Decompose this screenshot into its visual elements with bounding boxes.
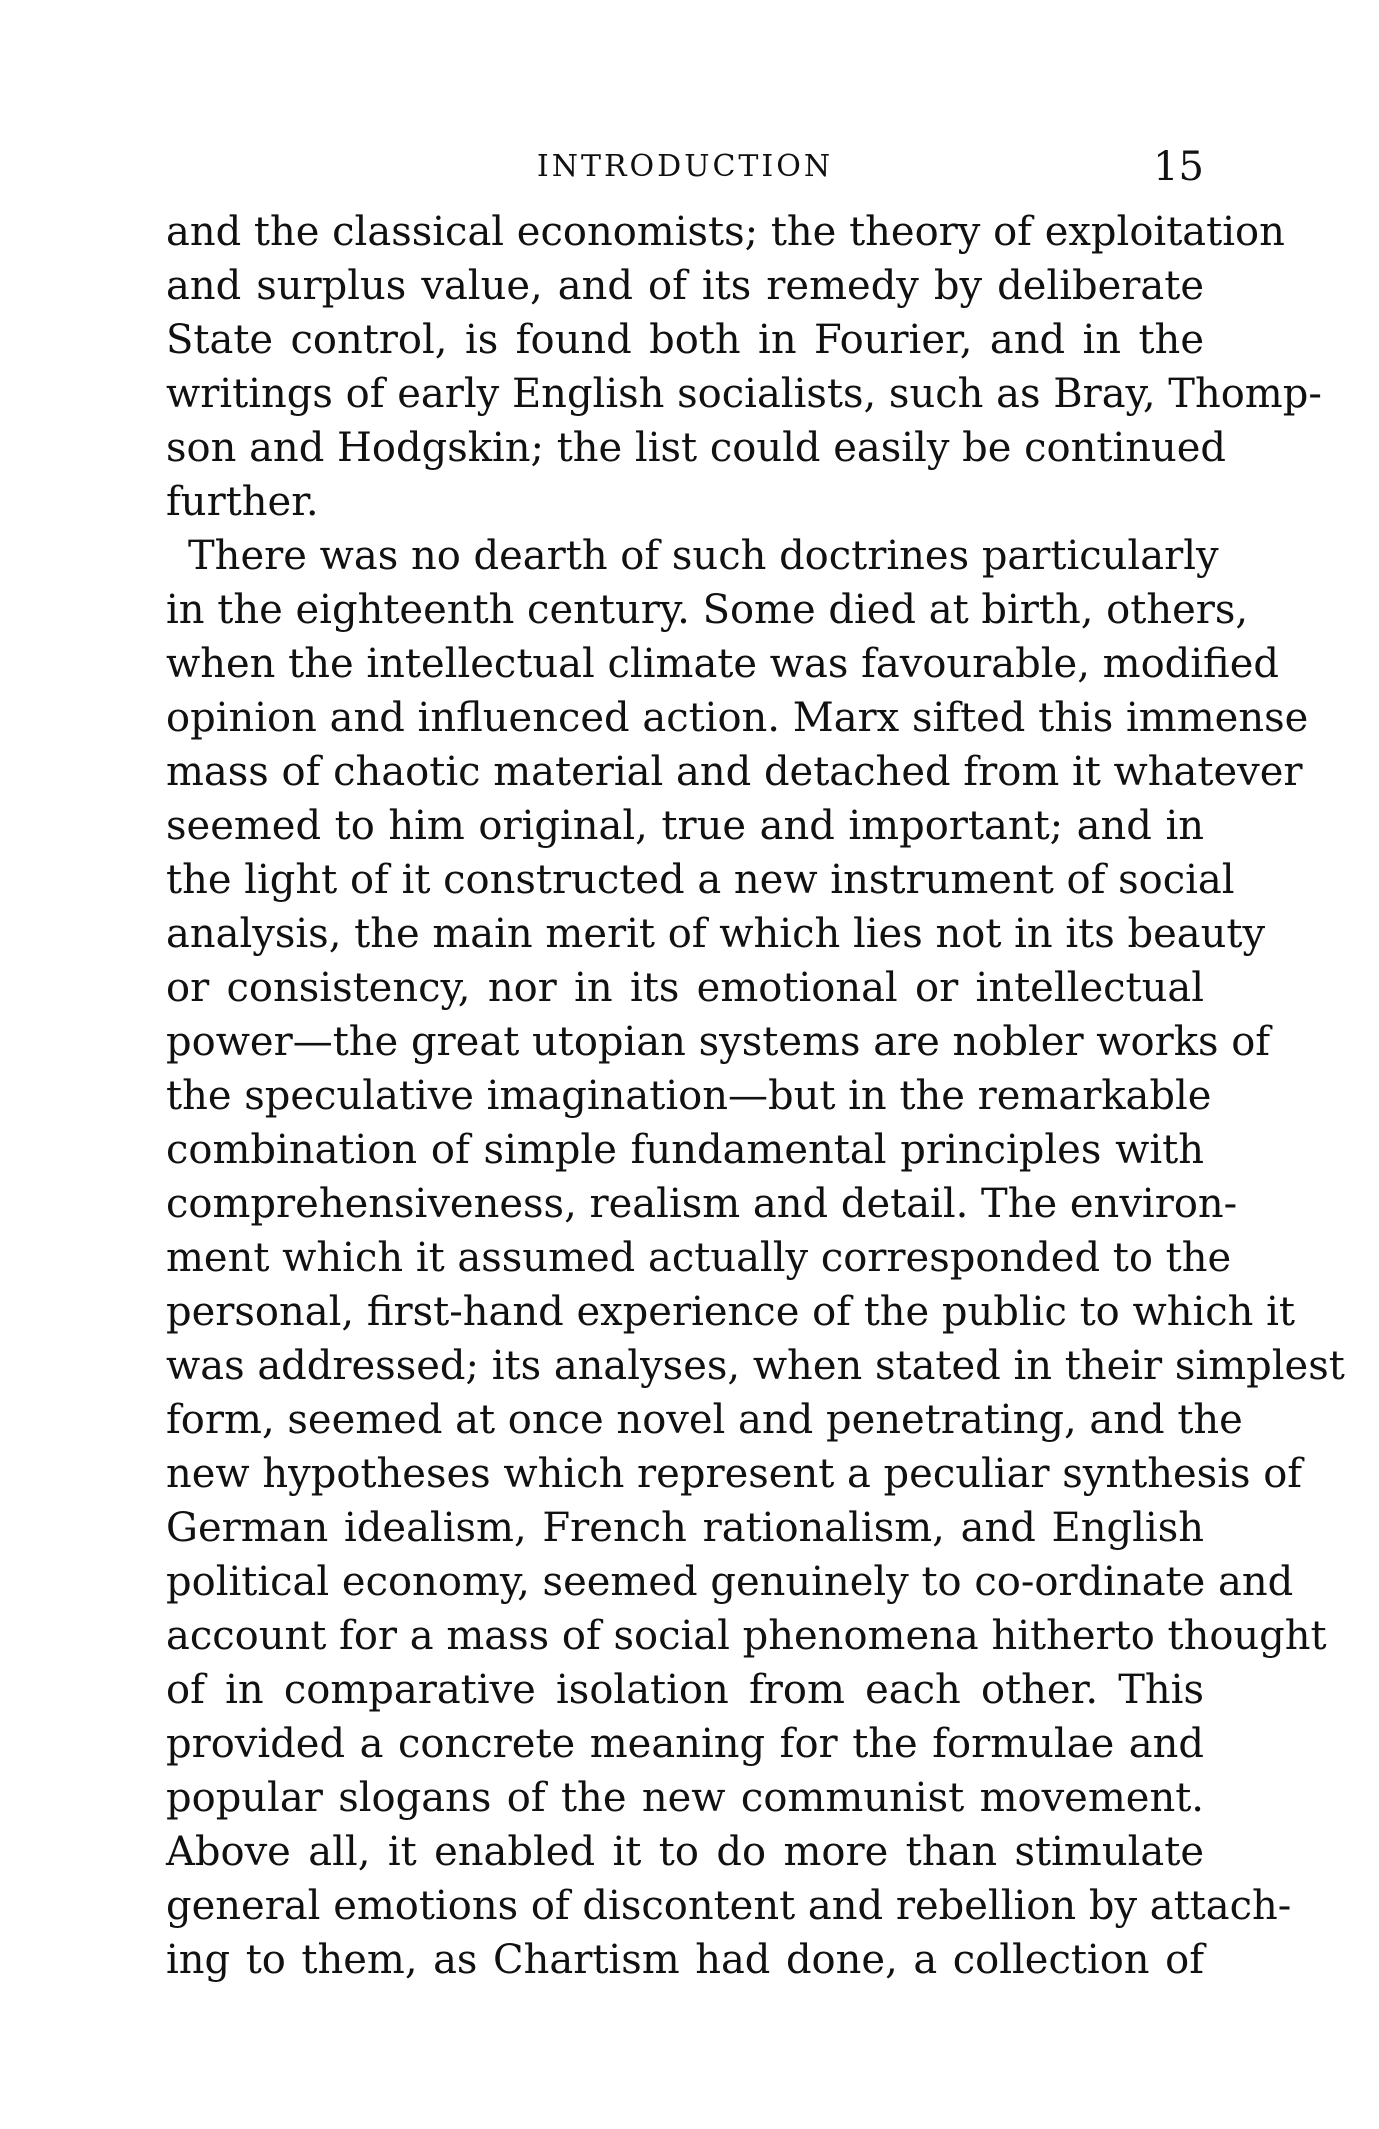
text-line: son and Hodgskin; the list could easily be continued (166, 425, 1227, 471)
text-line: power—the great utopian systems are nobler works of (166, 1019, 1271, 1065)
text-line: account for a mass of social phenomena hitherto thought (166, 1613, 1327, 1659)
body-text (166, 205, 1345, 1987)
text-line: Above all, it enabled it to do more than stimulate (166, 1829, 1204, 1875)
text-line: State control, is found both in Fourier, and in the (166, 317, 1204, 363)
running-head (166, 142, 1204, 192)
text-line: or consistency, nor in its emotional or intellectual (166, 965, 1204, 1011)
text-line: political economy, seemed genuinely to co-ordinate and (166, 1559, 1294, 1605)
text-line: in the eighteenth century. Some died at birth, others, (166, 587, 1249, 633)
text-line: personal, first-hand experience of the public to which it (166, 1289, 1296, 1335)
text-line: ment which it assumed actually corresponded to the (166, 1235, 1232, 1281)
page-number: 15 (1153, 144, 1204, 190)
text-line: the speculative imagination—but in the remarkable (166, 1073, 1212, 1119)
text-line: opinion and influenced action. Marx sifted this immense (166, 695, 1309, 741)
text-line: ing to them, as Chartism had done, a collection of (166, 1937, 1204, 1983)
text-line: the light of it constructed a new instrument of social (166, 857, 1235, 903)
text-line: form, seemed at once novel and penetrating, and the (166, 1397, 1243, 1443)
text-line: provided a concrete meaning for the formulae and (166, 1721, 1204, 1767)
text-line: seemed to him original, true and important; and in (166, 803, 1204, 849)
text-line: general emotions of discontent and rebellion by attach- (166, 1883, 1292, 1929)
text-line: There was no dearth of such doctrines particularly (188, 533, 1219, 579)
text-line: mass of chaotic material and detached from it whatever (166, 749, 1303, 795)
text-line: and surplus value, and of its remedy by deliberate (166, 263, 1204, 309)
text-line: analysis, the main merit of which lies not in its beauty (166, 911, 1266, 957)
text-line: was addressed; its analyses, when stated in their simplest (166, 1343, 1345, 1389)
text-line: combination of simple fundamental principles with (166, 1127, 1204, 1173)
text-line: of in comparative isolation from each other. This (166, 1667, 1204, 1713)
text-line: further. (166, 479, 319, 525)
text-line: German idealism, French rationalism, and English (166, 1505, 1204, 1551)
text-line: popular slogans of the new communist movement. (166, 1775, 1204, 1821)
text-line: comprehensiveness, realism and detail. The environ- (166, 1181, 1238, 1227)
text-line: new hypotheses which represent a peculiar synthesis of (166, 1451, 1303, 1497)
running-head-title: INTRODUCTION (536, 149, 834, 184)
text-line: writings of early English socialists, such as Bray, Thomp- (166, 371, 1322, 417)
text-line: when the intellectual climate was favourable, modified (166, 641, 1280, 687)
text-line: and the classical economists; the theory of exploitation (166, 209, 1285, 255)
